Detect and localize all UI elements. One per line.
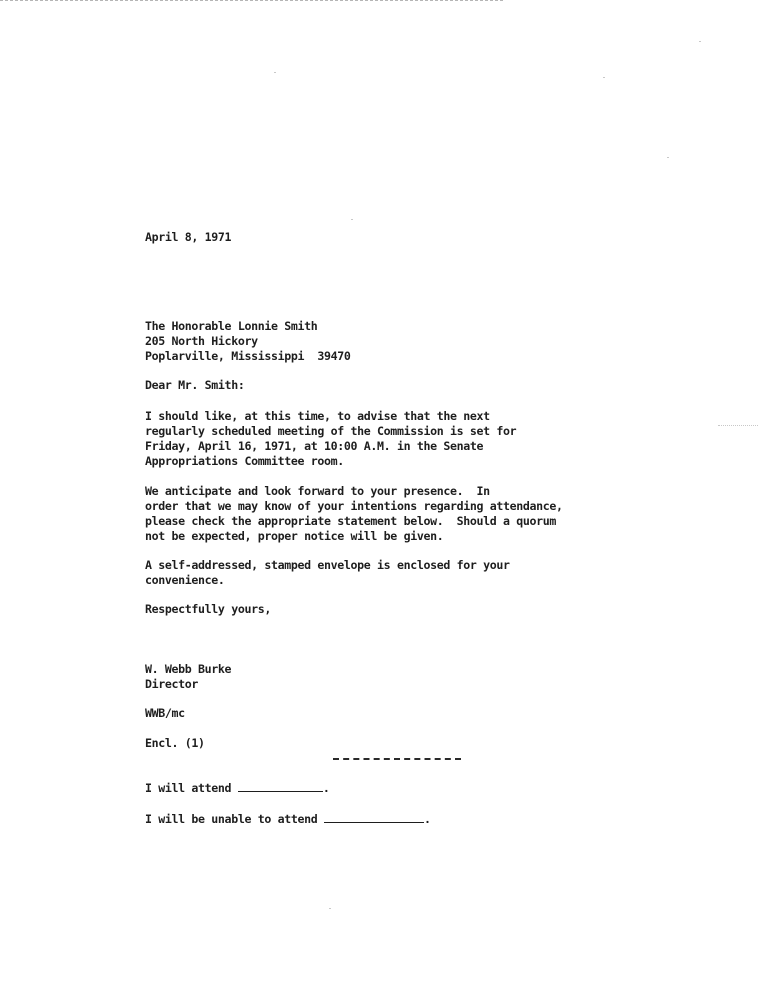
paragraph1-line: I should like, at this time, to advise that the next — [145, 409, 490, 423]
paragraph2-line: order that we may know of your intentions regarding attendance, — [145, 499, 563, 513]
signer-name: W. Webb Burke — [145, 662, 232, 676]
attend-check-blank[interactable] — [238, 780, 323, 792]
unable-period: . — [424, 812, 431, 826]
signer-title: Director — [145, 677, 199, 691]
enclosure-note: Encl. (1) — [145, 736, 205, 750]
scan-speck — [351, 219, 353, 220]
attend-label: I will attend — [145, 781, 232, 795]
paragraph2-line: We anticipate and look forward to your presence. In — [145, 484, 490, 498]
paragraph2-line: not be expected, proper notice will be given. — [145, 529, 444, 543]
recipient-name: The Honorable Lonnie Smith — [145, 319, 318, 333]
scan-speck — [667, 157, 669, 158]
scan-speck — [329, 908, 331, 909]
top-dashed-rule — [0, 0, 503, 1]
unable-check-blank[interactable] — [324, 811, 424, 823]
unable-label: I will be unable to attend — [145, 812, 318, 826]
recipient-city: Poplarville, Mississippi 39470 — [145, 349, 351, 363]
paragraph2-line: please check the appropriate statement below. Should a quorum — [145, 514, 557, 528]
paragraph1-line: Friday, April 16, 1971, at 10:00 A.M. in the Senate — [145, 439, 484, 453]
recipient-street: 205 North Hickory — [145, 334, 258, 348]
paragraph1-line: regularly scheduled meeting of the Commission is set for — [145, 424, 517, 438]
letter-body — [145, 0, 563, 826]
scan-speck — [699, 41, 701, 42]
scan-speck — [603, 77, 605, 78]
attend-response — [145, 780, 329, 796]
scan-dotted-mark — [718, 425, 758, 426]
salutation: Dear Mr. Smith: — [145, 378, 245, 392]
tear-off-divider — [333, 758, 461, 760]
closing: Respectfully yours, — [145, 602, 271, 616]
paragraph3-line: A self-addressed, stamped envelope is enclosed for your — [145, 558, 510, 572]
attend-period: . — [322, 781, 330, 795]
unable-response — [145, 811, 431, 827]
paragraph1-line: Appropriations Committee room. — [145, 454, 344, 468]
letter-date: April 8, 1971 — [145, 230, 232, 244]
scan-speck — [274, 72, 276, 73]
paragraph3-line: convenience. — [145, 573, 225, 587]
reference-initials: WWB/mc — [145, 706, 185, 720]
